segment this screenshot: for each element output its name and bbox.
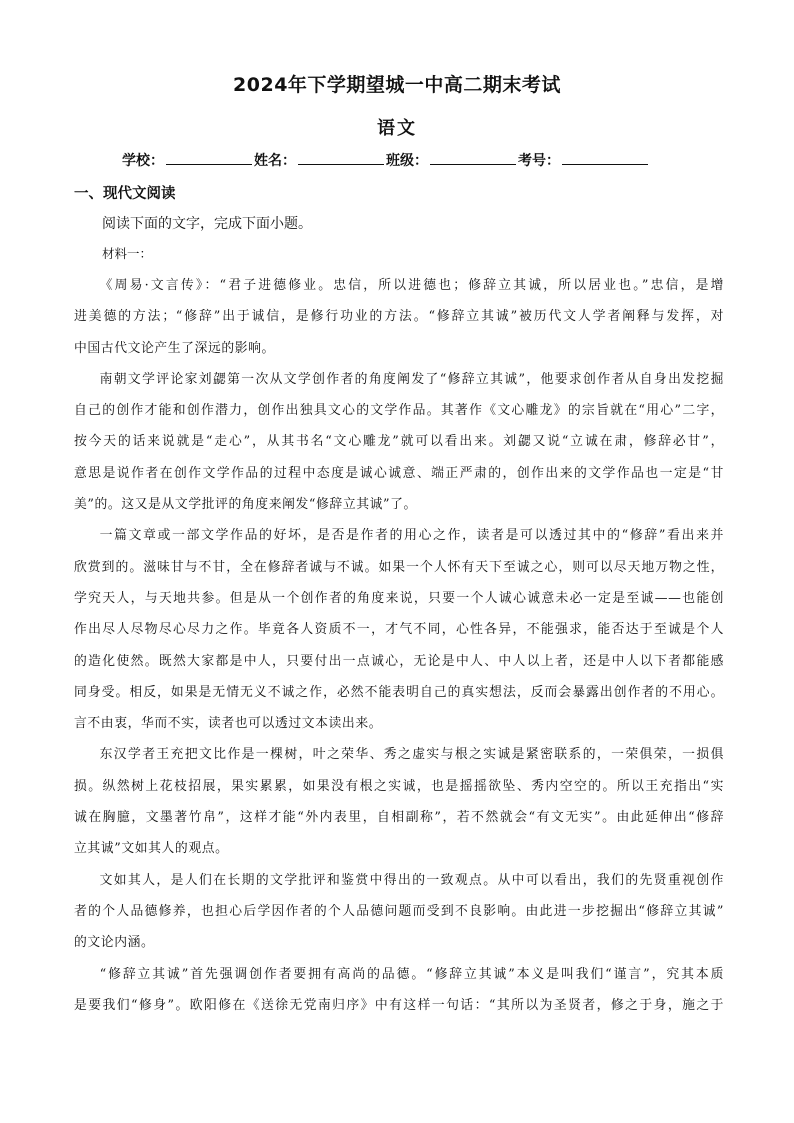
section-heading: 一、现代文阅读 [74, 186, 176, 202]
exam-number-field [518, 150, 650, 170]
passage-line: 中国古代文论产生了深远的影响。 [74, 340, 275, 356]
passage-line: 《周易·文言传》：“君子进德修业。忠信，所以进德也；修辞立其诚，所以居业也。”忠信，是增 [99, 278, 724, 293]
paragraph [74, 520, 724, 739]
exam-number-label: 考号： [518, 153, 560, 169]
exam-number-blank-line[interactable] [562, 150, 648, 165]
passage-line: 文如其人，是人们在长期的文学批评和鉴赏中得出的一致观点。从中可以看出，我们的先贤重视创作 [99, 872, 724, 888]
passage-line: 是要我们“修身”。欧阳修在《送徐无党南归序》中有这样一句话：“其所以为圣贤者，修之于身，施之于 [74, 997, 724, 1013]
passage-line: 言不由衷，华而不实，读者也可以透过文本读出来。 [74, 716, 383, 732]
passage-line: 立其诚”文如其人的观点。 [74, 841, 229, 857]
passage-line: 美”的。这又是从文学批评的角度来阐发“修辞立其诚”了。 [74, 497, 417, 513]
paragraph [74, 270, 724, 364]
passage-line: 的造化使然。既然大家都是中人，只要付出一点诚心，无论是中人、中人以上者，还是中人以下者都能感 [74, 653, 724, 669]
passage-line: 意思是说作者在创作文学作品的过程中态度是诚心诚意、端正严肃的，创作出来的文学作品也一定是“甘 [74, 465, 724, 481]
passage-line: 东汉学者王充把文比作是一棵树，叶之荣华、秀之虚实与根之实诚是紧密联系的，一荣俱荣，一损俱 [99, 747, 724, 763]
passage-line: 的文论内涵。 [74, 935, 155, 951]
name-blank-line[interactable] [298, 150, 384, 165]
passage-line: 同身受。相反，如果是无情无义不诚之作，必然不能表明自己的真实想法，反而会暴露出创作者的不用心。 [74, 684, 724, 700]
paragraph [74, 959, 724, 1022]
passage-line: 损。纵然树上花枝招展，果实累累，如果没有根之实诚，也是摇摇欲坠、秀内空空的。所以王充指出“实 [74, 778, 724, 794]
passage-line: 学究天人，与天地共参。但是从一个创作者的角度来说，只要一个人诚心诚意未必一定是至诚——也能创 [74, 590, 724, 606]
paragraph [74, 364, 724, 520]
student-info-row [122, 150, 682, 170]
passage-line: 欣赏到的。滋味甘与不甘，全在修辞者诚与不诚。如果一个人怀有天下至诚之心，则可以尽天地万物之性， [74, 559, 724, 575]
school-blank-line[interactable] [166, 150, 252, 165]
subject-title: 语文 [377, 118, 417, 139]
passage-line: 自己的创作才能和创作潜力，创作出独具文心的文学作品。其著作《文心雕龙》的宗旨就在“用心”二字， [74, 403, 724, 419]
passage-line: 作出尽人尽物尽心尽力之作。毕竟各人资质不一，才气不同，心性各异，不能强求，能否达于至诚是个人 [74, 622, 724, 638]
passage-line: 南朝文学评论家刘勰第一次从文学创作者的角度阐发了“修辞立其诚”，他要求创作者从自身出发挖掘 [99, 371, 724, 387]
exam-title: 2024年下学期望城一中高二期末考试 [233, 74, 561, 96]
paragraph [74, 739, 724, 864]
class-label: 班级： [386, 153, 428, 169]
passage-line: 进美德的方法；“修辞”出于诚信，是修行功业的方法。“修辞立其诚”被历代文人学者阐释与发挥，对 [74, 309, 724, 325]
name-label: 姓名： [254, 153, 296, 169]
reading-passage [74, 270, 724, 1021]
class-blank-line[interactable] [430, 150, 516, 165]
passage-line: 按今天的话来说就是“走心”，从其书名“文心雕龙”就可以看出来。刘勰又说“立诚在肃，修辞必甘”， [74, 434, 724, 450]
passage-line: 一篇文章或一部文学作品的好坏，是否是作者的用心之作，读者是可以透过其中的“修辞”看出来并 [99, 528, 724, 544]
reading-instruction: 阅读下面的文字，完成下面小题。 [102, 216, 312, 232]
name-field [254, 150, 386, 170]
passage-line: 者的个人品德修养，也担心后学因作者的个人品德问题而受到不良影响。由此进一步挖掘出“修辞立其诚” [74, 903, 724, 919]
passage-line: “修辞立其诚”首先强调创作者要拥有高尚的品德。“修辞立其诚”本义是叫我们“谨言”，究其本质 [99, 966, 724, 982]
material-label: 材料一： [102, 246, 153, 261]
school-label: 学校： [122, 153, 164, 169]
passage-line: 诚在胸臆，文墨著竹帛”，这样才能“外内表里，自相副称”，若不然就会“有文无实”。由此延伸出“修辞 [74, 810, 724, 826]
school-field [122, 150, 254, 170]
paragraph [74, 865, 724, 959]
class-field [386, 150, 518, 170]
